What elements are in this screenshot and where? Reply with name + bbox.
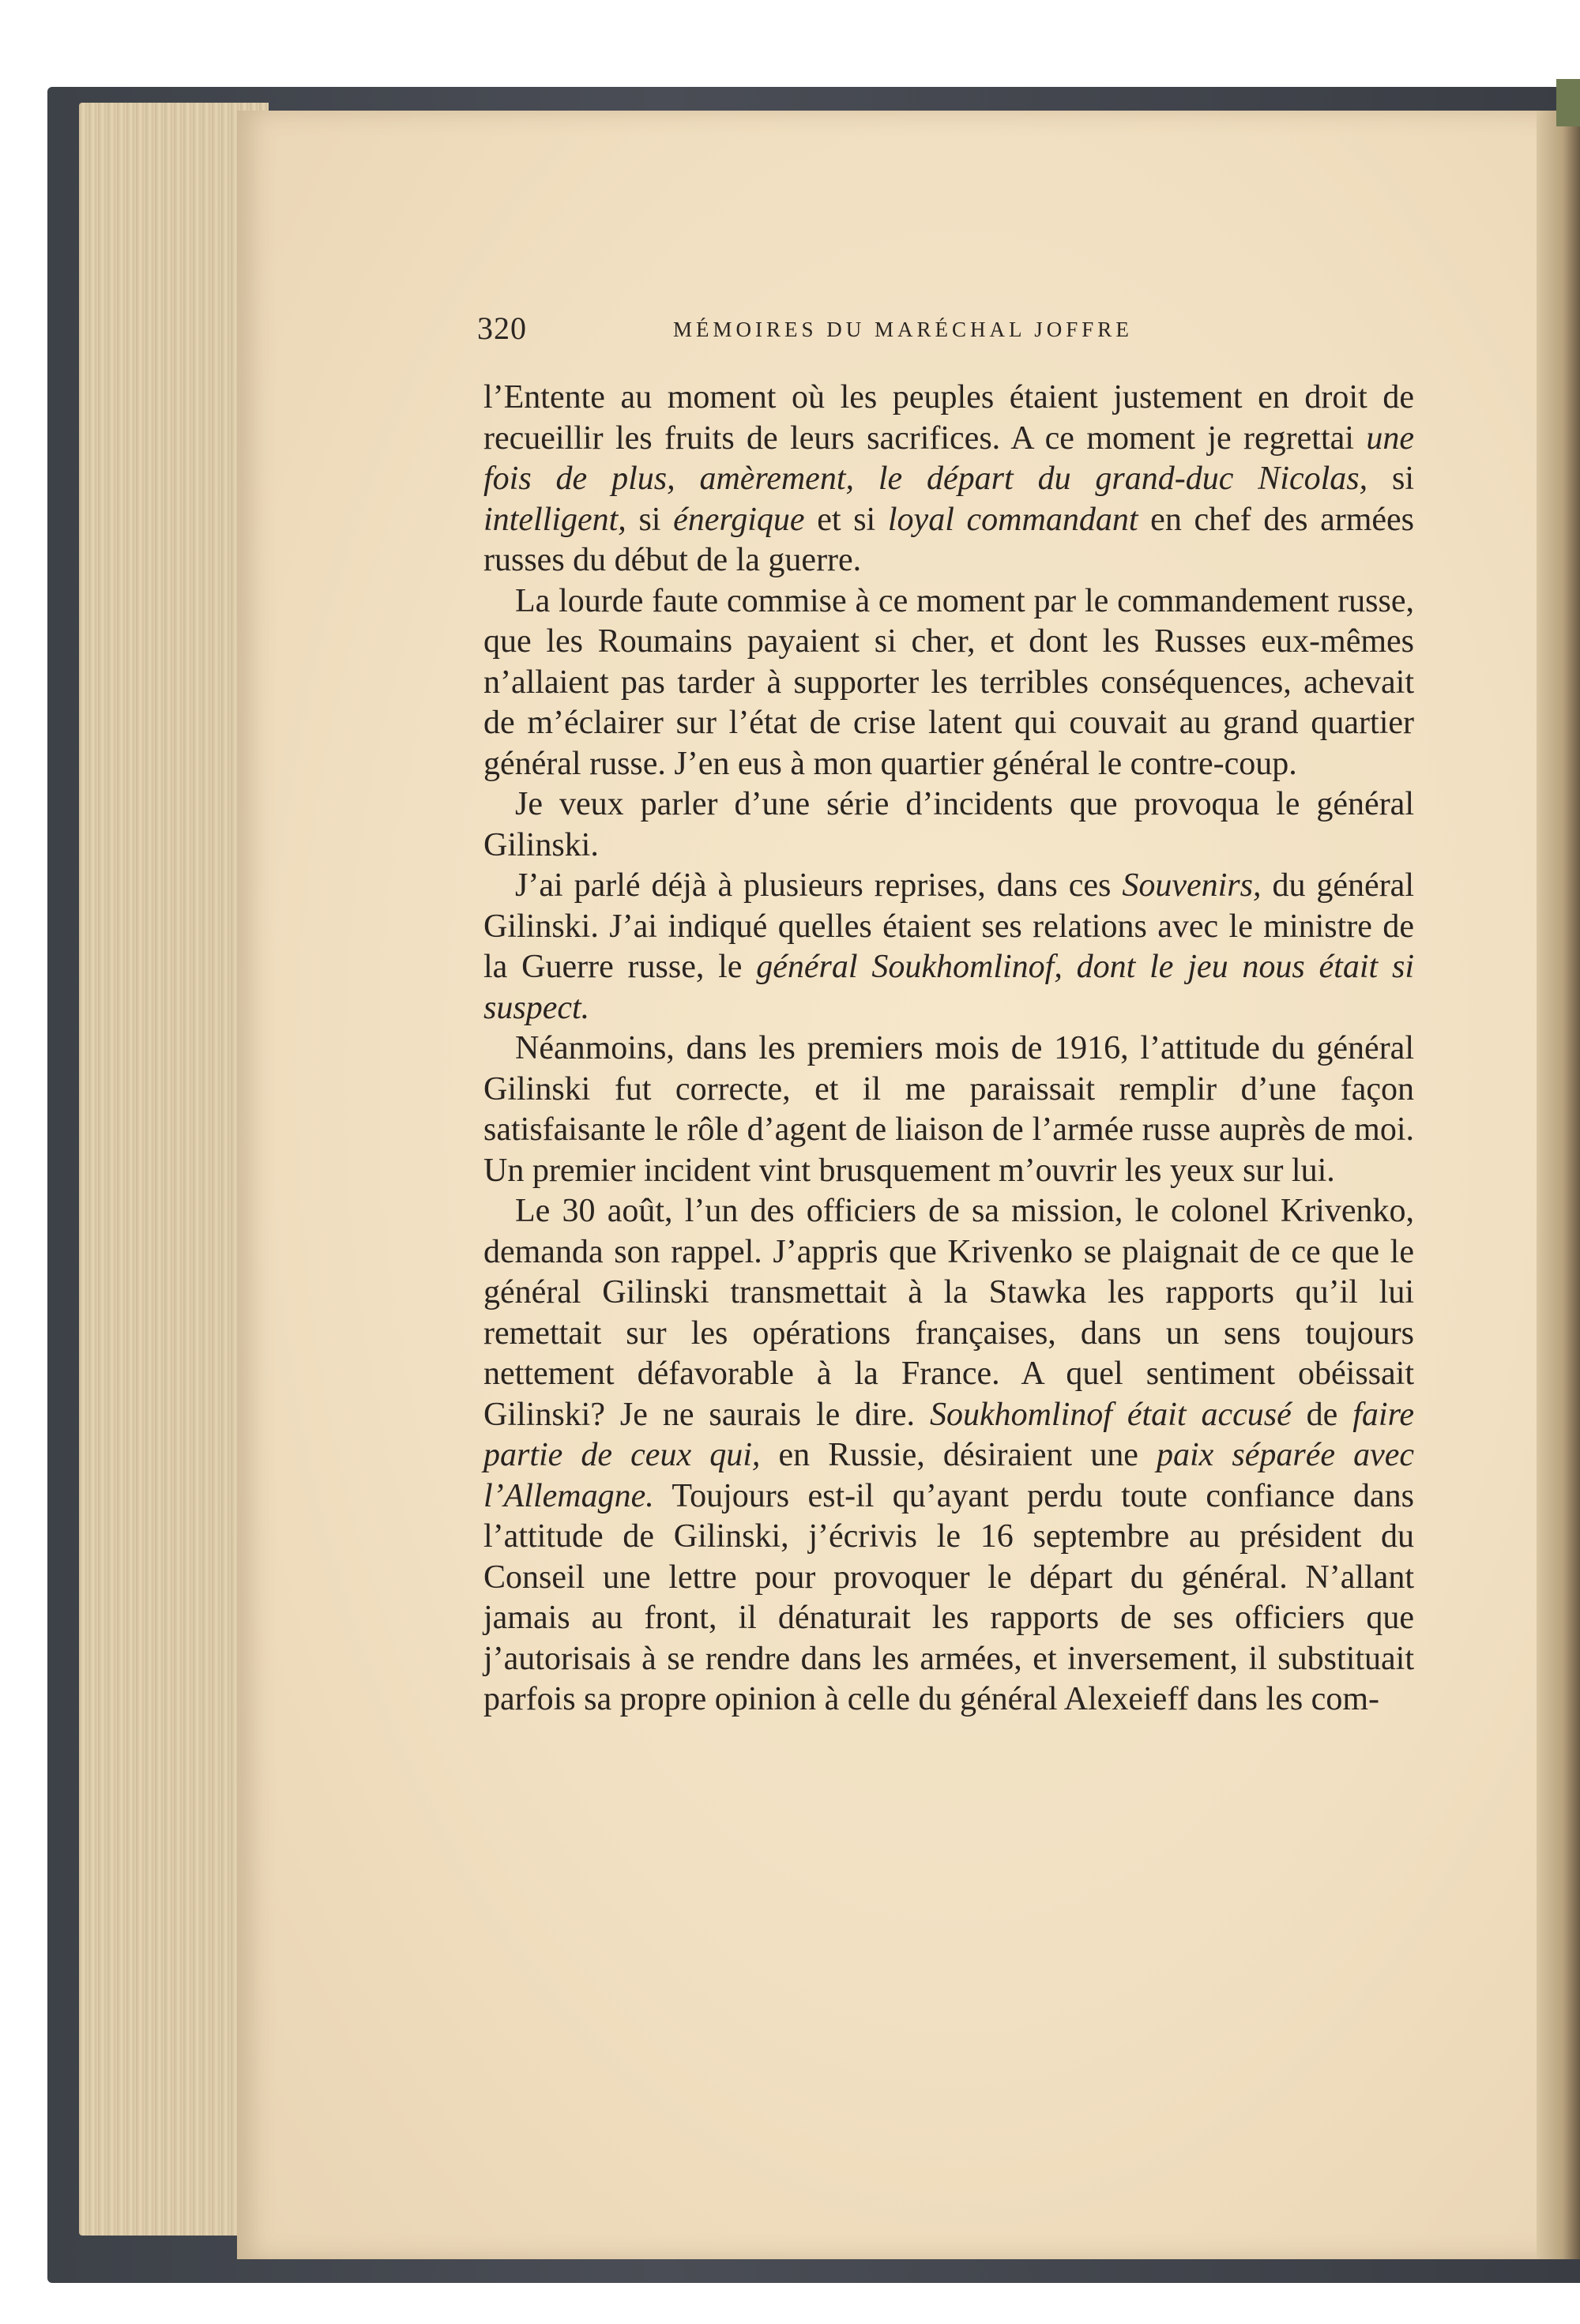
paragraph [483,1029,1414,1191]
paragraph [483,378,1414,581]
text-span: de [1291,1396,1353,1433]
italic-text: Soukhomlinof était accusé [929,1396,1292,1433]
italic-text: énergique [673,501,805,538]
italic-text: intelligent, [483,501,626,538]
italic-text: Souvenirs, [1122,867,1262,904]
text-span: et si [804,501,888,538]
text-span: La lourde faute commise à ce moment par le commandement russe, que les Roumains payaient si cher, et dont les Russes eux-mêmes n’allaient pas tarder à supporter les terribles conséquences, achevait de m’éclairer sur l’état de crise latent qui couvait au grand quartier général russe. J’en eus à mon quartier général le contre-coup. [483,582,1414,782]
text-span: Néanmoins, dans les premiers mois de 1916, l’attitude du général Gilinski fut correcte, et il me paraissait remplir d’une façon satisfaisante le rôle d’agent de liaison de l’armée russe auprès de moi. Un premier incident vint brusquement m’ouvrir les yeux sur lui. [483,1030,1414,1189]
italic-text: une fois de plus, amèrement, le départ du grand-duc Nicolas, [483,419,1414,497]
paragraph [483,581,1414,785]
text-span: si [1367,461,1415,497]
italic-text: loyal commandant [887,501,1138,538]
page-header [477,310,1425,357]
running-title: MÉMOIRES DU MARÉCHAL JOFFRE [673,318,1133,341]
text-span: en Russie, désiraient une [760,1437,1157,1473]
text-span: l’Entente au moment où les peuples étaient justement en droit de recueillir les fruits de leurs sacrifices. A ce moment je regrettai [483,379,1414,457]
italic-text: général Soukhomlinof, dont le jeu nous était si suspect. [483,949,1414,1026]
text-span: Je veux parler d’une série d’incidents que provoqua le général Gilinski. [483,786,1414,863]
text-span: si [626,501,674,538]
text-span: du général Gilinski. J’ai indiqué quelles étaient ses relations avec le ministre de la Guerre russe, le [483,867,1414,985]
paragraph [483,866,1414,1029]
text-span: J’ai parlé déjà à plusieurs reprises, dans ces [515,867,1123,904]
spine-corner [1556,79,1580,126]
text-span: Le 30 août, l’un des officiers de sa mission, le colonel Krivenko, demanda son rappel. J’appris que Krivenko se plaignait de ce que le général Gilinski transmettait à la Stawka les rapports qu’il lui remettait sur les opérations françaises, dans un sens toujours nettement défavorable à la France. A quel sentiment obéissait Gilinski? Je ne saurais le dire. [483,1193,1414,1433]
body-text [483,378,1414,1720]
text-span: en chef des armées russes du début de la guerre. [483,501,1415,578]
italic-text: faire partie de ceux qui, [483,1396,1414,1473]
text-span: Toujours est-il qu’ayant perdu toute confiance dans l’attitude de Gilinski, j’écrivis le 16 septembre au président du Conseil une lettre pour provoquer le départ du général. N’allant jamais au front, il dénaturait les rapports de ses officiers que j’autorisais à se rendre dans les armées, et inversement, il substituait parfois sa propre opinion à celle du général Alexeieff dans les com- [483,1477,1414,1717]
paragraph [483,1191,1414,1720]
paragraph [483,784,1414,866]
page-number: 320 [477,310,527,346]
italic-text: paix séparée avec l’Allemagne. [483,1437,1415,1514]
page-gutter [1537,111,1580,2259]
